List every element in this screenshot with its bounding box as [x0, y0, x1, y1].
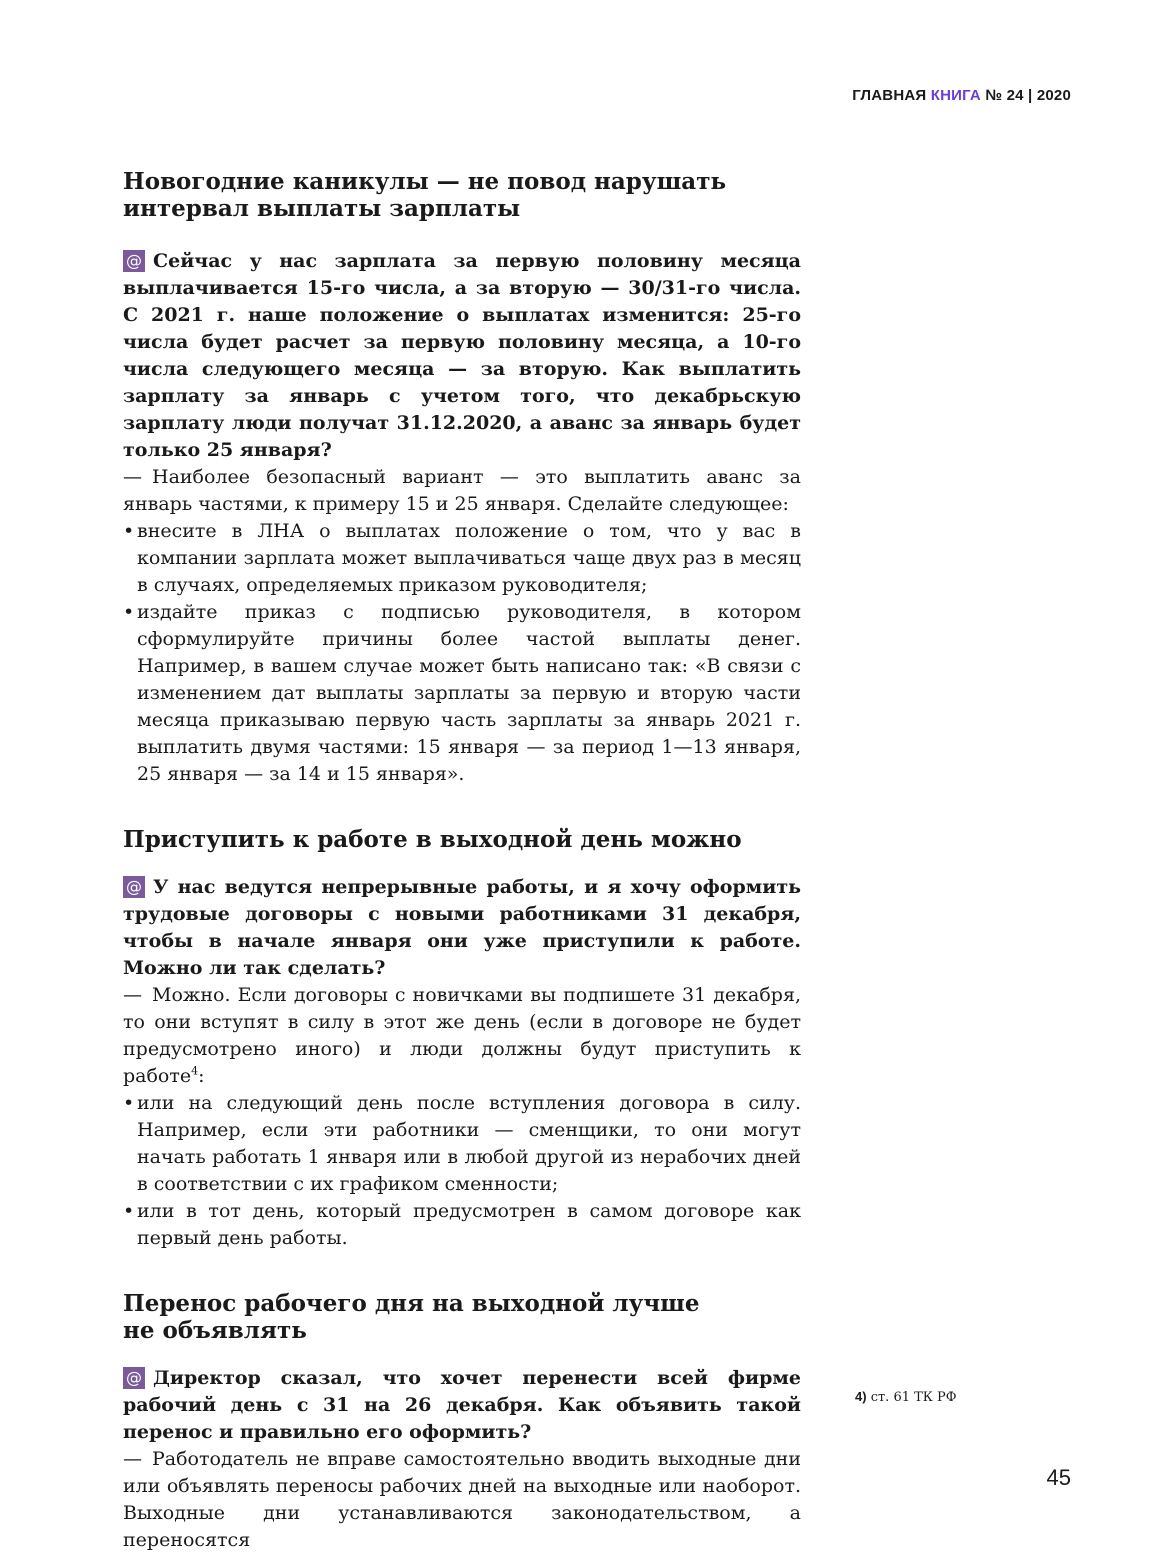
answer-dash: — — [123, 1448, 142, 1470]
list-item: • или на следующий день после вступления договора в силу. Например, если эти работники — сменщики, то они могут начать работать 1 января или в любой другой из нерабочих дней в соответствии с их графиком сменности; — [123, 1090, 801, 1198]
answer — [123, 1446, 801, 1554]
footnote-number: 4) — [855, 1389, 867, 1404]
section-workday-transfer — [123, 1290, 801, 1554]
question — [123, 1365, 801, 1446]
section-title-line: интервал выплаты зарплаты — [123, 195, 521, 222]
list-item: • издайте приказ с подписью руководителя, в котором сформулируйте причины более частой выплаты денег. Например, в вашем случае может быть написано так: «В связи с изменением дат выплаты зарплаты за первую и вторую части месяца приказываю первую часть зарплаты за январь 2021 г. выплатить двумя частями: 15 января — за период 1—13 января, 25 января — за 14 и 15 января». — [123, 599, 801, 788]
question-text: Сейчас у нас зарплата за первую половину месяца выплачивается 15-го числа, а за вторую — 30/31-го числа. С 2021 г. наше положение о выплатах изменится: 25-го числа будет расчет за первую половину месяца, а 10-го числа следующего месяца — за вторую. Как выплатить зарплату за январь с учетом того, что декабрьскую зарплату люди получат 31.12.2020, а аванс за январь будет только 25 января? — [123, 250, 801, 461]
section-title — [123, 168, 801, 222]
footnote-ref: 4 — [191, 1064, 199, 1078]
question-text: У нас ведутся непрерывные работы, и я хочу оформить трудовые договоры с новыми работниками 31 декабря, чтобы в начале января они уже приступили к работе. Можно ли так сделать? — [123, 876, 801, 979]
answer-text: Можно. Если договоры с новичками вы подпишете 31 декабря, то они вступят в силу в этот же день (если в договоре не будет предусмотрено иного) и люди должны будут приступить к работе — [123, 984, 801, 1087]
question-text: Директор сказал, что хочет перенести всей фирме рабочий день с 31 на 26 декабря. Как объявить такой перенос и правильно его оформить? — [123, 1367, 801, 1443]
list-item: • внесите в ЛНА о выплатах положение о том, что у вас в компании зарплата может выплачиваться чаще двух раз в месяц в случаях, определяемых приказом руководителя; — [123, 518, 801, 599]
answer-dash: — — [123, 466, 142, 488]
footnote — [855, 1389, 957, 1405]
answer — [123, 464, 801, 518]
section-title-line: Новогодние каникулы — не повод нарушать — [123, 168, 727, 195]
answer-text: Работодатель не вправе самостоятельно вводить выходные дни или объявлять переносы рабочих дней на выходные или наоборот. Выходные дни устанавливаются законодательством, а переносятся — [123, 1448, 801, 1551]
section-title-line: Приступить к работе в выходной день можно — [123, 826, 742, 853]
answer — [123, 982, 801, 1090]
list-item: • или в тот день, который предусмотрен в самом договоре как первый день работы. — [123, 1198, 801, 1252]
header-issue: № 24 | 2020 — [985, 87, 1071, 104]
section-title-line: не объявлять — [123, 1317, 307, 1344]
section-start-work-on-holiday — [123, 826, 801, 1252]
section-new-year-holidays — [123, 168, 801, 788]
article-column — [123, 168, 801, 1554]
section-title-line: Перенос рабочего дня на выходной лучше — [123, 1290, 700, 1317]
answer-dash: — — [123, 984, 142, 1006]
question — [123, 874, 801, 982]
question-at-icon: @ — [123, 250, 145, 272]
header-brand-main: ГЛАВНАЯ — [852, 87, 927, 104]
question — [123, 248, 801, 464]
question-at-icon: @ — [123, 1367, 145, 1389]
question-at-icon: @ — [123, 876, 145, 898]
section-title — [123, 1290, 801, 1344]
magazine-header — [852, 87, 1071, 104]
footnote-text: ст. 61 ТК РФ — [870, 1390, 957, 1405]
answer-text-end: : — [198, 1065, 205, 1087]
page-number: 45 — [1046, 1465, 1071, 1490]
header-brand-accent: КНИГА — [930, 87, 981, 104]
answer-text: Наиболее безопасный вариант — это выплатить аванс за январь частями, к примеру 15 и 25 января. Сделайте следующее: — [123, 466, 801, 515]
section-title — [123, 826, 801, 853]
